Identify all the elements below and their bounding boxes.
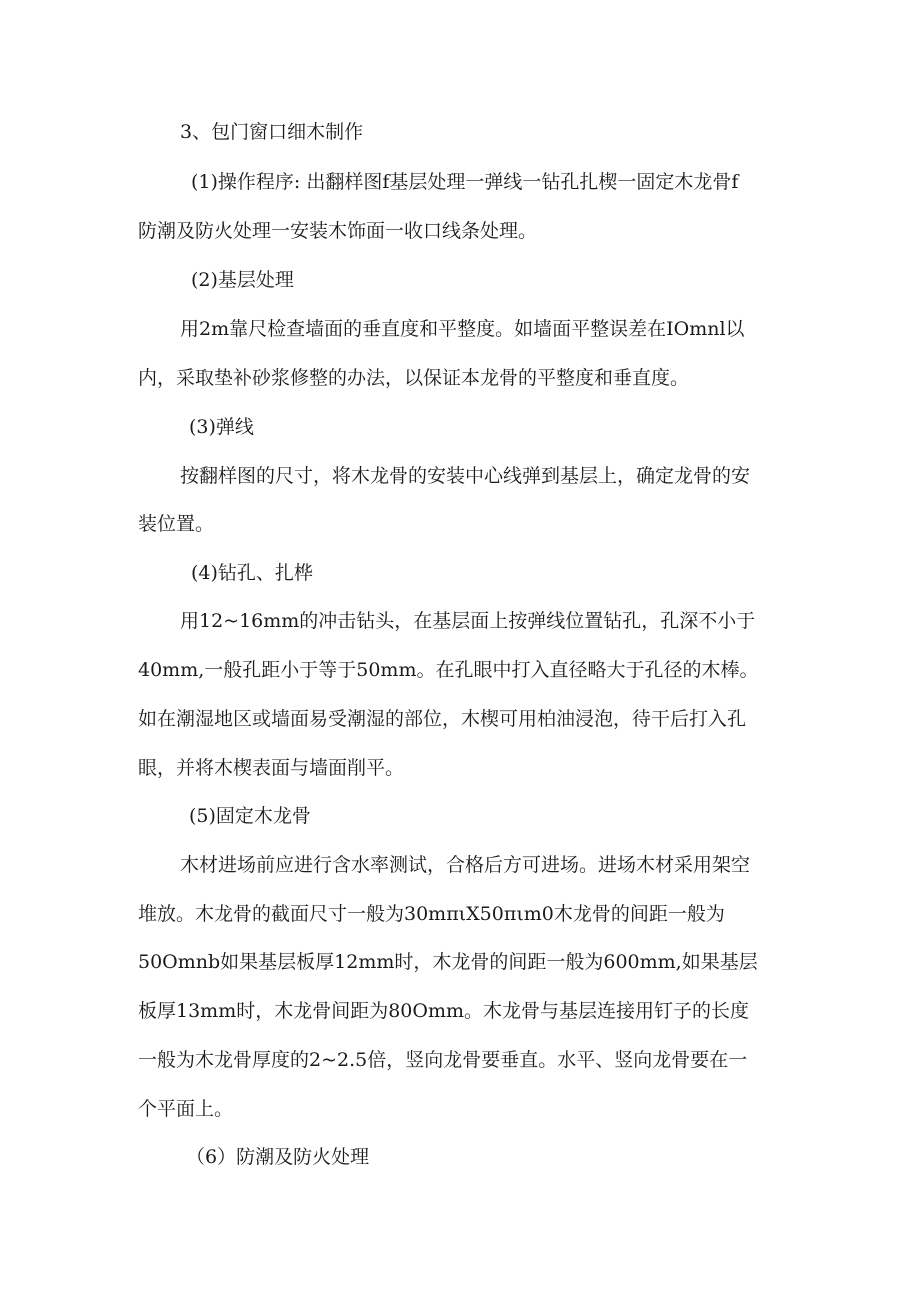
paragraph-line: 板厚13mm时，木龙骨间距为80Omm。木龙骨与基层连接用钉子的长度 xyxy=(138,1000,749,1022)
subheading: (5)固定木龙骨 xyxy=(189,805,311,827)
paragraph-line: 按翻样图的尺寸，将木龙骨的安装中心线弹到基层上，确定龙骨的安 xyxy=(180,465,751,487)
paragraph-line: 用12~16mm的冲击钻头，在基层面上按弹线位置钻孔，孔深不小于 xyxy=(180,610,756,632)
subheading: (3)弹线 xyxy=(189,416,254,438)
paragraph-line: 眼，并将木楔表面与墙面削平。 xyxy=(138,757,405,779)
paragraph-line: 如在潮湿地区或墙面易受潮湿的部位，木楔可用柏油浸泡，待干后打入孔 xyxy=(138,708,747,730)
paragraph-line: 一般为木龙骨厚度的2~2.5倍，竖向龙骨要垂直。水平、竖向龙骨要在一 xyxy=(138,1049,748,1071)
paragraph-line: 50Omnb如果基层板厚12mm时，木龙骨的间距一般为600mm,如果基层 xyxy=(138,951,758,973)
paragraph-line: 木材进场前应进行含水率测试，合格后方可进场。进场木材采用架空 xyxy=(180,854,751,876)
paragraph-line: (1)操作程序: 出翻样图f基层处理一弹线一钻孔扎楔一固定木龙骨f xyxy=(191,171,739,193)
paragraph-line: 个平面上。 xyxy=(138,1098,234,1120)
paragraph-line: 堆放。木龙骨的截面尺寸一般为30mπιX50πιm0木龙骨的间距一般为 xyxy=(138,903,725,925)
paragraph-line: 防潮及防火处理一安装木饰面一收口线条处理。 xyxy=(138,220,538,242)
subheading: (4)钻孔、扎桦 xyxy=(191,562,313,584)
paragraph-line: 内，采取垫补砂浆修整的办法，以保证本龙骨的平整度和垂直度。 xyxy=(138,367,690,389)
paragraph-line: 装位置。 xyxy=(138,513,215,535)
paragraph-line: 用2m靠尺检查墙面的垂直度和平整度。如墙面平整误差在IOmnl以 xyxy=(180,318,745,340)
paragraph-line: 40mm,一般孔距小于等于50mm。在孔眼中打入直径略大于孔径的木棒。 xyxy=(138,659,759,681)
subheading: （6）防潮及防火处理 xyxy=(186,1146,370,1168)
subheading: (2)基层处理 xyxy=(191,269,294,291)
section-heading: 3、包门窗口细木制作 xyxy=(180,121,364,143)
